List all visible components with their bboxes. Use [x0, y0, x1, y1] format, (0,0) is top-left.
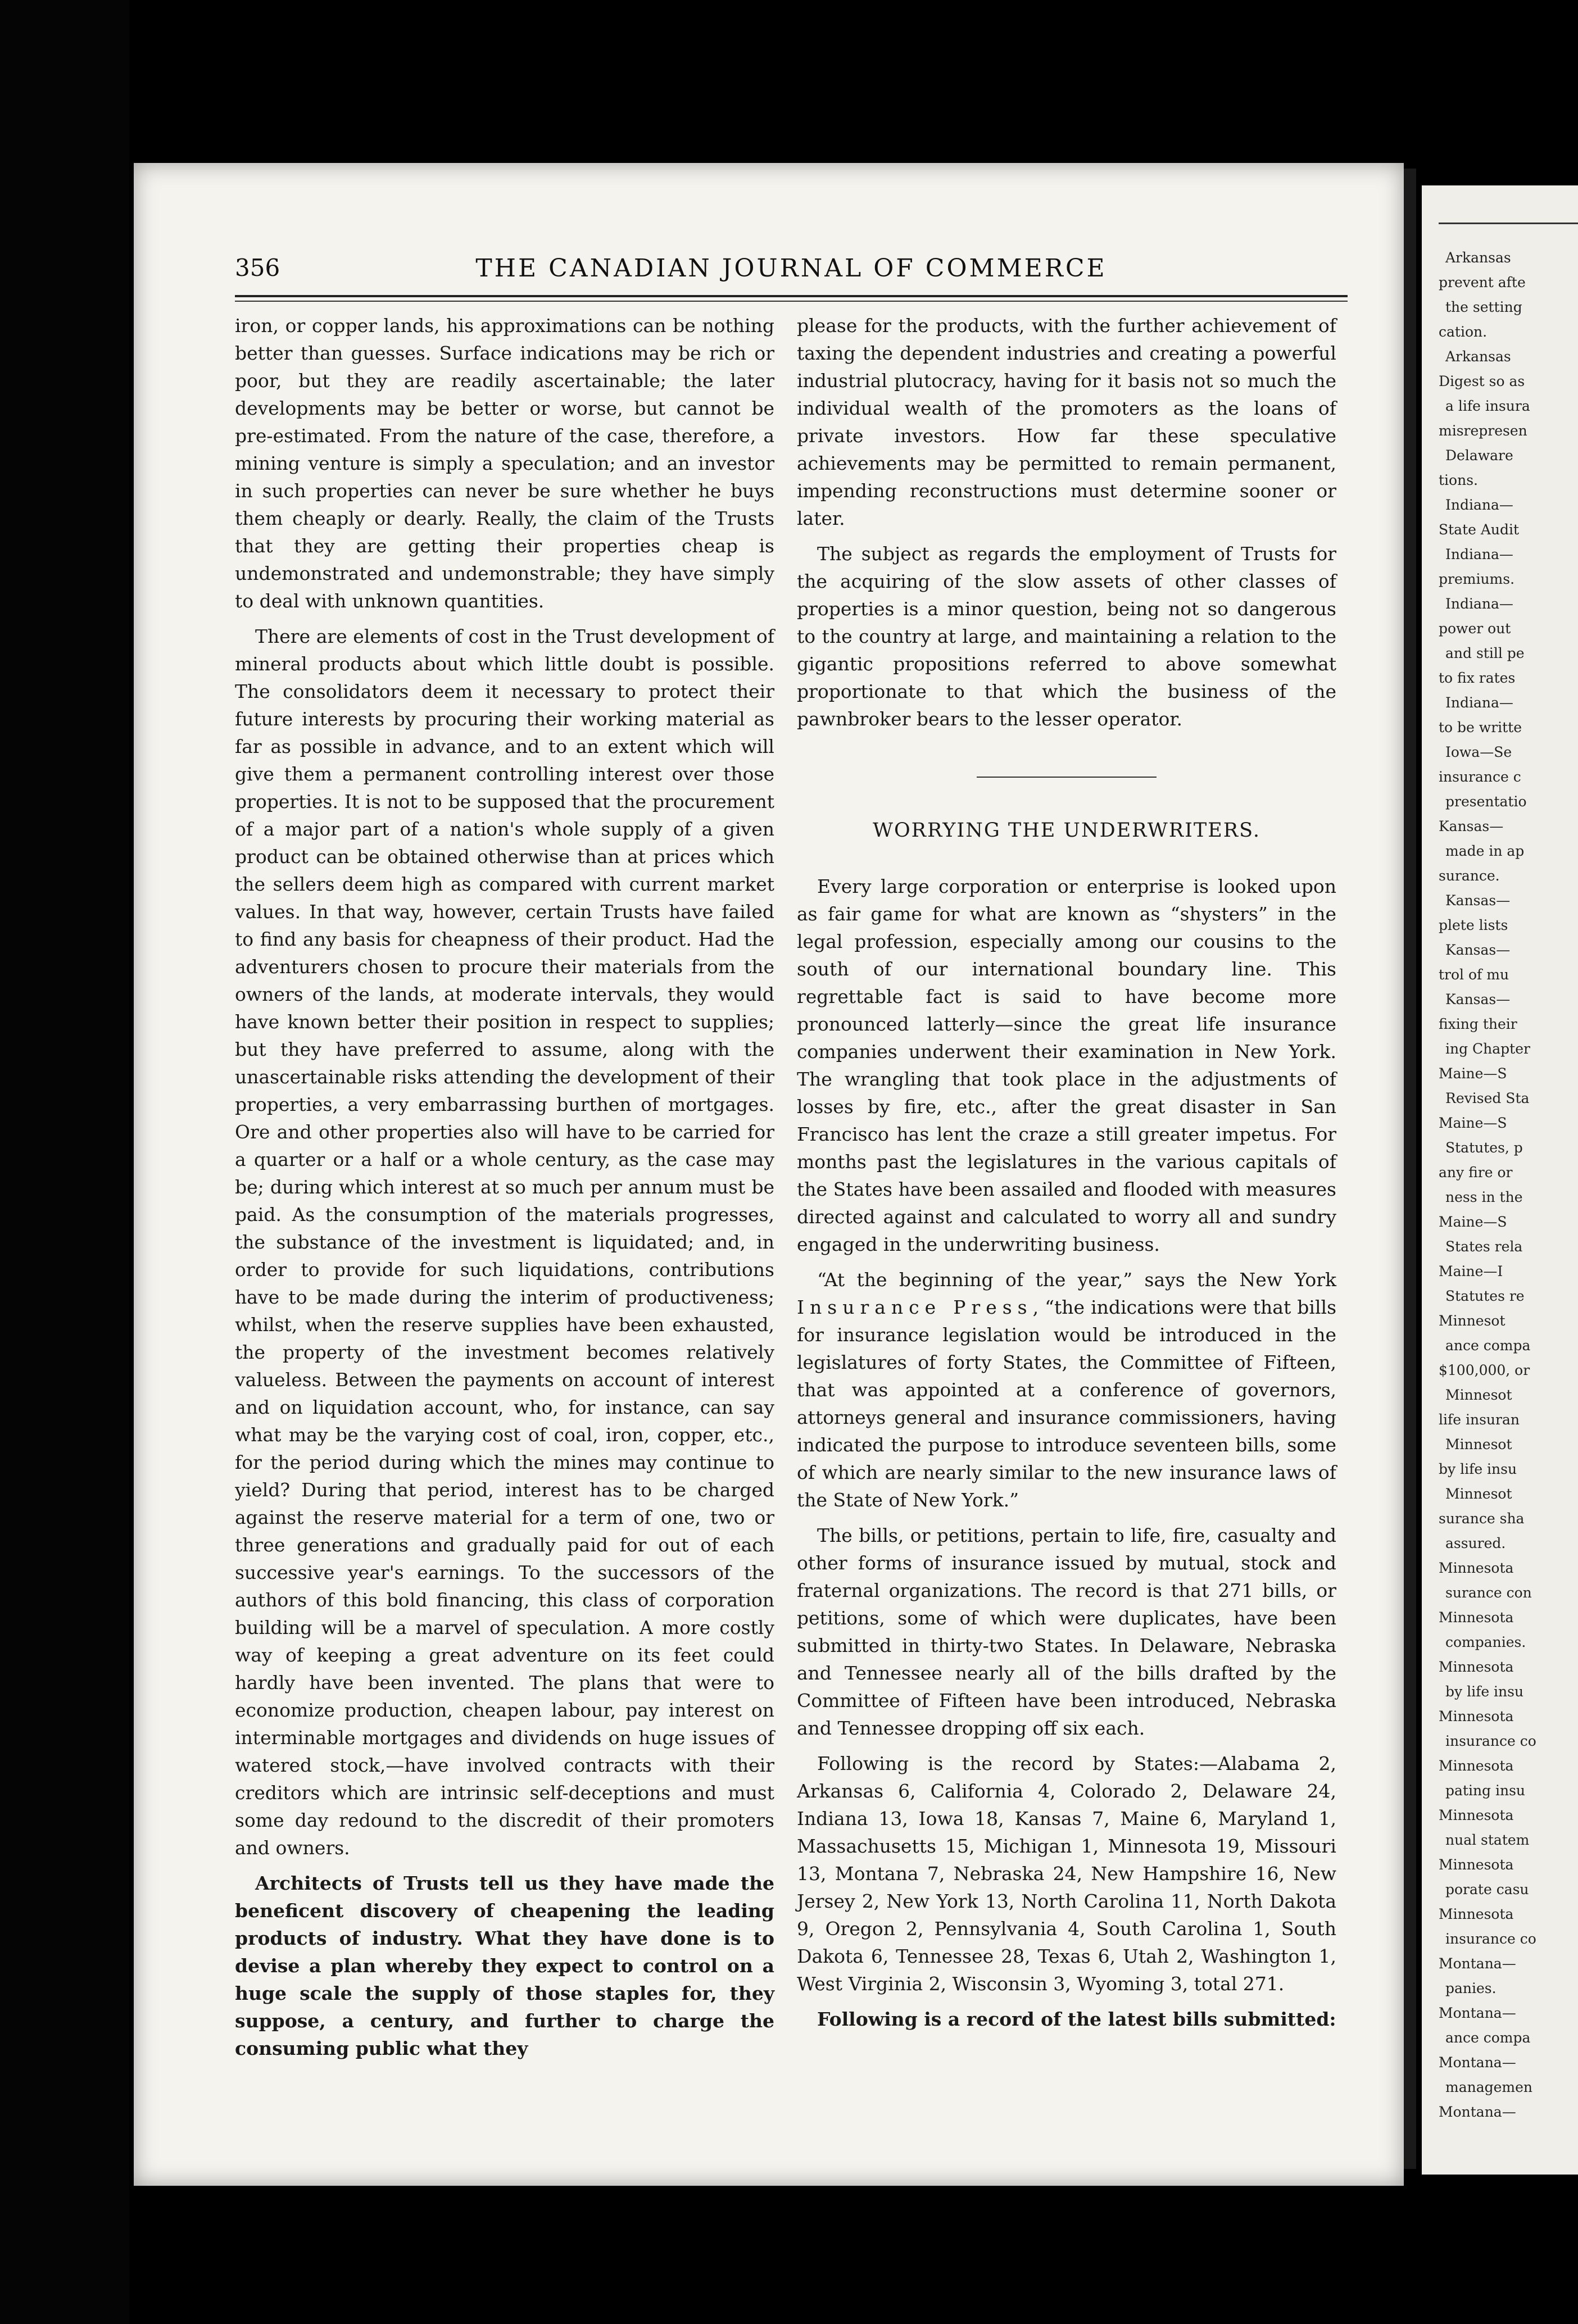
left-column [235, 312, 774, 2062]
adjacent-page-line: Kansas— [1445, 892, 1511, 909]
paragraph: The bills, or petitions, pertain to life, fire, casualty and other forms of insurance issued by mutual, stock and fraternal organizations. The record is that 271 bills, or petitions, some of which were duplicates, have been submitted in thirty-two States. In Delaware, Nebraska and Tennessee nearly all of the bills drafted by the Committee of Fifteen have been introduced, Nebraska and Tennessee dropping off six each. [797, 1524, 1336, 1739]
adjacent-page-line: Indiana— [1445, 546, 1513, 562]
section-divider [977, 777, 1157, 778]
adjacent-page-line: nual statem [1445, 1832, 1530, 1848]
adjacent-page-line: Arkansas [1445, 348, 1511, 365]
adjacent-page-rule [1439, 223, 1578, 224]
adjacent-page-line: Minnesota [1439, 1609, 1514, 1626]
adjacent-page-line: any fire or [1439, 1164, 1513, 1181]
adjacent-page-line: porate casu [1445, 1881, 1529, 1898]
adjacent-page [1422, 185, 1578, 2175]
adjacent-page-line: Revised Sta [1445, 1090, 1530, 1106]
adjacent-page-line: insurance c [1439, 769, 1521, 785]
adjacent-page-line: Kansas— [1445, 991, 1511, 1007]
adjacent-page-line: Minnesot [1439, 1313, 1506, 1329]
adjacent-page-line: Minnesot [1445, 1436, 1512, 1453]
adjacent-page-line: surance. [1439, 868, 1500, 884]
paragraph-quote [797, 1266, 1336, 1514]
page-gutter [1404, 169, 1416, 2169]
adjacent-page-line: panies. [1445, 1980, 1497, 1996]
adjacent-page-line: Minnesota [1439, 1857, 1514, 1873]
adjacent-page-line: Minnesota [1439, 1659, 1514, 1675]
adjacent-page-line: Minnesot [1445, 1486, 1512, 1502]
adjacent-page-line: Maine—S [1439, 1065, 1507, 1082]
page-header [235, 254, 1348, 288]
adjacent-page-line: misrepresen [1439, 423, 1527, 439]
adjacent-page-line: Montana— [1439, 2104, 1516, 2120]
publication-name: Insurance Press [797, 1296, 1033, 1318]
page-number: 356 [235, 254, 280, 282]
adjacent-page-line: State Audit [1439, 521, 1520, 538]
adjacent-page-line: Maine—S [1439, 1115, 1507, 1131]
adjacent-page-line: ing Chapter [1445, 1041, 1530, 1057]
adjacent-page-line: Indiana— [1445, 596, 1513, 612]
adjacent-page-line: Statutes, p [1445, 1140, 1523, 1156]
quote-body: , “the indications were that bills for insurance legislation would be introduced in the legislatures of forty States, the Committee of Fifteen, that was appointed at a conference of governors, attorneys general and insurance commissioners, having indicated the purpose to introduce seventeen bills, some of which are nearly similar to the new insurance laws of the State of New York.” [797, 1296, 1337, 1511]
adjacent-page-line: to be writte [1439, 719, 1522, 736]
journal-page [134, 163, 1404, 2186]
adjacent-page-line: Montana— [1439, 1955, 1516, 1972]
adjacent-page-line: Delaware [1445, 447, 1513, 464]
adjacent-page-line: made in ap [1445, 843, 1525, 859]
adjacent-page-line: Minnesota [1439, 1807, 1514, 1823]
adjacent-page-line: States rela [1445, 1238, 1523, 1255]
adjacent-page-line: assured. [1445, 1535, 1506, 1551]
adjacent-page-line: tions. [1439, 472, 1478, 488]
adjacent-page-line: Statutes re [1445, 1288, 1525, 1304]
adjacent-page-line: life insuran [1439, 1411, 1520, 1428]
adjacent-page-line: Minnesota [1439, 1758, 1514, 1774]
adjacent-page-line: Minnesota [1439, 1560, 1514, 1576]
adjacent-page-line: ance compa [1445, 2030, 1531, 2046]
adjacent-page-line: a life insura [1445, 398, 1530, 414]
adjacent-page-line: managemen [1445, 2079, 1533, 2095]
adjacent-page-line: prevent afte [1439, 274, 1526, 290]
paragraph-bold: Following is a record of the latest bills submitted: [817, 2008, 1336, 2030]
adjacent-page-line: Digest so as [1439, 373, 1525, 389]
header-rule [235, 295, 1348, 297]
adjacent-page-line: Maine—I [1439, 1263, 1503, 1279]
quote-intro: “At the beginning of the year,” says the New York [817, 1269, 1336, 1291]
adjacent-page-line: companies. [1445, 1634, 1526, 1650]
adjacent-page-line: Montana— [1439, 2005, 1516, 2021]
adjacent-page-line: surance con [1445, 1585, 1532, 1601]
adjacent-page-column [1439, 208, 1578, 2125]
adjacent-page-line: $100,000, or [1439, 1362, 1530, 1378]
header-rule-thin [235, 301, 1348, 302]
adjacent-page-line: and still pe [1445, 645, 1525, 661]
section-heading: WORRYING THE UNDERWRITERS. [872, 819, 1261, 842]
adjacent-page-line: Indiana— [1445, 695, 1513, 711]
adjacent-page-line: Arkansas [1445, 249, 1511, 266]
adjacent-page-line: Minnesot [1445, 1387, 1512, 1403]
paragraph: please for the products, with the further achievement of taxing the dependent industries and creating a powerful industrial plutocracy, having for it basis not so much the individual wealth of the promoters as the loans of private investors. How far these speculative achievements may be permitted to remain permanent, impending reconstructions must determine sooner or later. [797, 315, 1336, 529]
adjacent-page-line: by life insu [1445, 1683, 1524, 1700]
journal-title: THE CANADIAN JOURNAL OF COMMERCE [475, 254, 1107, 283]
paragraph-bold: Architects of Trusts tell us they have made the beneficent discovery of cheapening the leading products of industry. What they have done is to devise a plan whereby they expect to control on a huge scale the supply of those staples for, they suppose, a century, and further to charge the consuming public what they [235, 1872, 774, 2059]
adjacent-page-line: Montana— [1439, 2054, 1516, 2071]
adjacent-page-line: Minnesota [1439, 1708, 1514, 1724]
adjacent-page-line: presentatio [1445, 793, 1527, 810]
paragraph: The subject as regards the employment of Trusts for the acquiring of the slow assets of other classes of properties is a minor question, being not so dangerous to the country at large, and maintaining a relation to the gigantic propositions referred to above somewhat proportionate to that which the business of the pawnbroker bears to the lesser operator. [797, 543, 1336, 730]
adjacent-page-line: Indiana— [1445, 497, 1513, 513]
right-column [797, 312, 1336, 2033]
paragraph: Following is the record by States:—Alabama 2, Arkansas 6, California 4, Colorado 2, Delaware 24, Indiana 13, Iowa 18, Kansas 7, Maine 6, Maryland 1, Massachusetts 15, Michigan 1, Minnesota 19, Missouri 13, Montana 7, Nebraska 24, New Hampshire 16, New Jersey 2, New York 13, North Carolina 11, North Dakota 9, Oregon 2, Pennsylvania 4, South Carolina 1, South Dakota 6, Tennessee 28, Texas 6, Utah 2, Washington 1, West Virginia 2, Wisconsin 3, Wyoming 3, total 271. [797, 1753, 1336, 1995]
adjacent-page-line: the setting [1445, 299, 1522, 315]
adjacent-page-line: Kansas— [1439, 818, 1504, 834]
adjacent-page-line: Minnesota [1439, 1906, 1514, 1922]
adjacent-page-line: by life insu [1439, 1461, 1517, 1477]
adjacent-page-line: plete lists [1439, 917, 1508, 933]
adjacent-page-line: premiums. [1439, 571, 1515, 587]
adjacent-page-line: power out [1439, 620, 1511, 637]
adjacent-page-line: to fix rates [1439, 670, 1516, 686]
adjacent-page-line: ance compa [1445, 1337, 1531, 1354]
adjacent-page-line: ness in the [1445, 1189, 1523, 1205]
adjacent-page-line: Kansas— [1445, 942, 1511, 958]
adjacent-page-line: fixing their [1439, 1016, 1517, 1032]
scan-border-left [0, 0, 129, 2324]
paragraph: iron, or copper lands, his approximations can be nothing better than guesses. Surface indications may be rich or poor, but they are readily ascertainable; the later developments may be better or worse, but cannot be pre-estimated. From the nature of the case, therefore, a mining venture is simply a speculation; and an investor in such properties can never be sure whether he buys them cheaply or dearly. Really, the claim of the Trusts that they are getting their properties cheap is undemonstrated and undemonstrable; they have simply to deal with unknown quantities. [235, 315, 774, 612]
adjacent-page-line: Iowa—Se [1445, 744, 1512, 760]
adjacent-page-line: insurance co [1445, 1931, 1536, 1947]
paragraph: There are elements of cost in the Trust development of mineral products about which little doubt is possible. The consolidators deem it necessary to protect their future interests by procuring their working material as far as possible in advance, and to an extent which will give them a permanent controlling interest over those properties. It is not to be supposed that the procurement of a major part of a nation's whole supply of a given product can be obtained otherwise than at prices which the sellers deem high as compared with current market values. In that way, however, certain Trusts have failed to find any basis for cheapness of their product. Had the adventurers chosen to procure their materials from the owners of the lands, at moderate intervals, they would have known better their position in respect to supplies; but they have preferred to assume, along with the unascertainable risks attending the development of their properties, a very embarrassing burthen of mortgages. Ore and other properties also will have to be carried for a quarter or a half or a whole century, as the case may be; during which interest at so much per annum must be paid. As the consumption of the materials progresses, the substance of the investment is liquidated; and, in order to provide for such liquidations, contributions have to be made during the interim of productiveness; whilst, when the reserve supplies have been exhausted, the property of the investment becomes relatively valueless. Between the payments on account of interest and on liquidation account, who, for instance, can say what may be the varying cost of coal, iron, copper, etc., for the period during which the mines may continue to yield? During that period, interest has to be charged against the reserve material for a term of one, two or three generations and gradually paid for out of each successive year's earnings. To the successors of the authors of this bold financing, this class of corporation building will be a marvel of speculation. A more costly way of keeping a great adventure on its feet could hardly have been invented. The plans that were to economize production, cheapen labour, pay interest on interminable mortgages and dividends on huge issues of watered stock,—have involved contracts with their creditors which are intrinsic self-deceptions and must some day redound to the discredit of their promoters and owners. [235, 625, 774, 1859]
adjacent-page-line: Maine—S [1439, 1214, 1507, 1230]
adjacent-page-line: pating insu [1445, 1782, 1526, 1799]
paragraph: Every large corporation or enterprise is looked upon as fair game for what are known as “shysters” in the legal profession, especially among our cousins to the south of our international boundary line. This regrettable fact is said to have become more pronounced latterly—since the great life insurance companies underwent their examination in New York. The wrangling that took place in the adjustments of losses by fire, etc., after the great disaster in San Francisco has lent the craze a still greater impetus. For months past the legislatures in the various capitals of the States have been assailed and flooded with measures directed against and calculated to worry all and sundry engaged in the underwriting business. [797, 875, 1336, 1255]
adjacent-page-line: trol of mu [1439, 966, 1509, 983]
adjacent-page-line: cation. [1439, 324, 1488, 340]
adjacent-page-line: surance sha [1439, 1510, 1525, 1527]
adjacent-page-line: insurance co [1445, 1733, 1536, 1749]
